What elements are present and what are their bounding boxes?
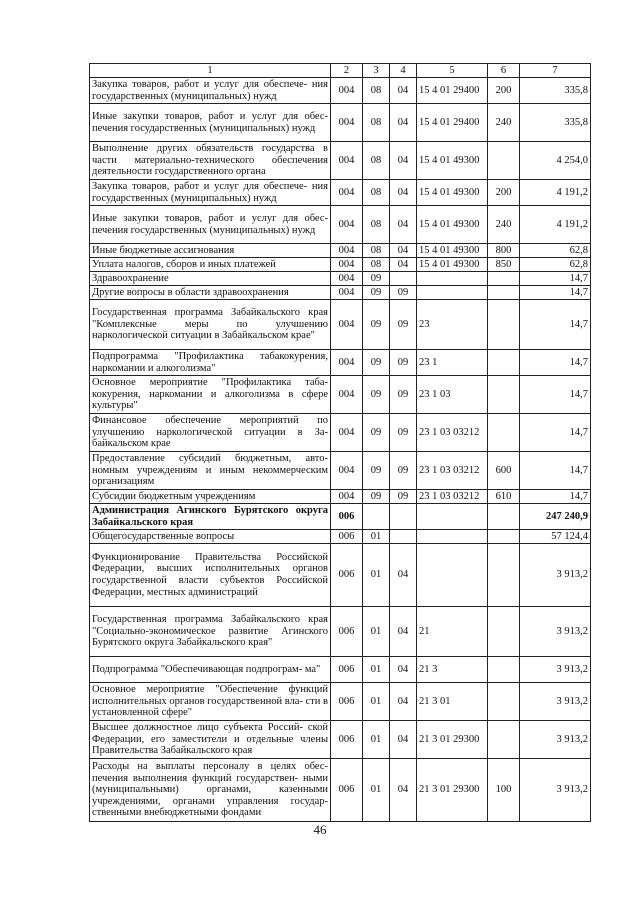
row-vr: 850 <box>488 258 520 272</box>
row-sum: 3 913,2 <box>520 683 591 721</box>
row-sum: 3 913,2 <box>520 721 591 759</box>
table-row <box>90 721 591 759</box>
table-row <box>90 504 591 530</box>
row-ved: 006 <box>331 530 363 544</box>
table-row <box>90 286 591 300</box>
row-ved: 006 <box>331 721 363 759</box>
row-name: Уплата налогов, сборов и иных платежей <box>90 258 331 272</box>
row-vr: 200 <box>488 78 520 104</box>
row-ved: 006 <box>331 504 363 530</box>
row-sum: 14,7 <box>520 350 591 376</box>
row-ved: 004 <box>331 206 363 244</box>
row-name: Функционирование Правительства Российской Федерации, высших исполнительных органов государственной власти субъектов Российской Федерации, местных администраций <box>90 544 331 607</box>
table-row <box>90 244 591 258</box>
row-ved: 004 <box>331 78 363 104</box>
table-row <box>90 180 591 206</box>
row-sum: 335,8 <box>520 104 591 142</box>
row-ved: 004 <box>331 244 363 258</box>
row-name: Закупка товаров, работ и услуг для обеспече- ния государственных (муниципальных) нужд <box>90 78 331 104</box>
row-sum: 247 240,9 <box>520 504 591 530</box>
row-vr: 240 <box>488 104 520 142</box>
row-csr: 21 <box>417 607 488 657</box>
row-csr: 21 3 01 29300 <box>417 721 488 759</box>
row-csr: 23 1 <box>417 350 488 376</box>
row-csr <box>417 286 488 300</box>
row-rz: 09 <box>363 286 390 300</box>
row-sum: 14,7 <box>520 272 591 286</box>
row-vr <box>488 683 520 721</box>
row-ved: 006 <box>331 683 363 721</box>
row-csr <box>417 530 488 544</box>
table-body <box>90 78 591 822</box>
table-row <box>90 490 591 504</box>
table-row <box>90 142 591 180</box>
table-row <box>90 104 591 142</box>
row-ved: 004 <box>331 142 363 180</box>
row-ved: 004 <box>331 272 363 286</box>
row-name: Высшее должностное лицо субъекта Россий- ской Федерации, его заместители и отдельные члены Правительства Забайкальского края <box>90 721 331 759</box>
header-col-3: 3 <box>363 64 390 78</box>
budget-table <box>89 63 591 822</box>
row-rz: 08 <box>363 244 390 258</box>
row-sum: 4 191,2 <box>520 180 591 206</box>
row-pr: 04 <box>390 607 417 657</box>
row-ved: 004 <box>331 452 363 490</box>
table-row <box>90 78 591 104</box>
row-ved: 004 <box>331 414 363 452</box>
row-csr: 23 1 03 <box>417 376 488 414</box>
row-sum: 14,7 <box>520 300 591 350</box>
row-vr: 610 <box>488 490 520 504</box>
row-pr: 04 <box>390 657 417 683</box>
row-rz: 08 <box>363 206 390 244</box>
row-pr: 04 <box>390 104 417 142</box>
row-sum: 3 913,2 <box>520 607 591 657</box>
table-row <box>90 206 591 244</box>
row-name: Финансовое обеспечение мероприятий по улучшению наркологической ситуации в За- байкальском крае <box>90 414 331 452</box>
row-rz: 09 <box>363 452 390 490</box>
row-csr: 21 3 01 29300 <box>417 759 488 822</box>
row-sum: 4 254,0 <box>520 142 591 180</box>
row-rz: 08 <box>363 142 390 180</box>
row-csr: 23 1 03 03212 <box>417 414 488 452</box>
row-pr <box>390 504 417 530</box>
row-pr: 09 <box>390 300 417 350</box>
table-row <box>90 530 591 544</box>
row-vr <box>488 607 520 657</box>
table-row <box>90 544 591 607</box>
row-pr: 09 <box>390 490 417 504</box>
header-row <box>90 64 591 78</box>
row-pr: 04 <box>390 683 417 721</box>
table-row <box>90 258 591 272</box>
table-row <box>90 350 591 376</box>
row-ved: 006 <box>331 657 363 683</box>
row-name: Выполнение других обязательств государства в части материально-технического обеспечения деятельности государственного органа <box>90 142 331 180</box>
row-ved: 006 <box>331 544 363 607</box>
row-name: Иные бюджетные ассигнования <box>90 244 331 258</box>
row-ved: 004 <box>331 490 363 504</box>
table-row <box>90 607 591 657</box>
row-rz: 09 <box>363 376 390 414</box>
row-rz: 08 <box>363 180 390 206</box>
row-ved: 004 <box>331 300 363 350</box>
row-sum: 62,8 <box>520 244 591 258</box>
row-sum: 14,7 <box>520 286 591 300</box>
row-rz: 01 <box>363 759 390 822</box>
row-vr <box>488 657 520 683</box>
row-pr: 09 <box>390 452 417 490</box>
header-col-5: 5 <box>417 64 488 78</box>
row-vr: 600 <box>488 452 520 490</box>
row-name: Подпрограмма "Профилактика табакокурения, наркомании и алкоголизма" <box>90 350 331 376</box>
row-name: Общегосударственные вопросы <box>90 530 331 544</box>
row-csr: 15 4 01 49300 <box>417 142 488 180</box>
row-ved: 004 <box>331 258 363 272</box>
table-row <box>90 657 591 683</box>
row-rz: 09 <box>363 414 390 452</box>
row-pr: 09 <box>390 376 417 414</box>
row-rz: 01 <box>363 530 390 544</box>
row-vr <box>488 272 520 286</box>
row-rz: 08 <box>363 104 390 142</box>
row-csr: 15 4 01 29400 <box>417 78 488 104</box>
row-pr: 04 <box>390 759 417 822</box>
row-ved: 004 <box>331 180 363 206</box>
row-rz <box>363 504 390 530</box>
row-sum: 62,8 <box>520 258 591 272</box>
row-pr <box>390 272 417 286</box>
table-row <box>90 414 591 452</box>
row-name: Другие вопросы в области здравоохранения <box>90 286 331 300</box>
row-vr <box>488 350 520 376</box>
row-csr: 15 4 01 49300 <box>417 206 488 244</box>
row-rz: 01 <box>363 721 390 759</box>
row-name: Иные закупки товаров, работ и услуг для обес- печения государственных (муниципальных) нужд <box>90 104 331 142</box>
table-header <box>90 64 591 78</box>
row-vr <box>488 286 520 300</box>
row-vr <box>488 504 520 530</box>
table-row <box>90 683 591 721</box>
row-ved: 006 <box>331 759 363 822</box>
row-name: Подпрограмма "Обеспечивающая подпрограм- ма" <box>90 657 331 683</box>
header-col-4: 4 <box>390 64 417 78</box>
row-rz: 01 <box>363 657 390 683</box>
row-rz: 08 <box>363 78 390 104</box>
row-ved: 004 <box>331 350 363 376</box>
row-pr: 04 <box>390 544 417 607</box>
row-ved: 004 <box>331 376 363 414</box>
row-rz: 09 <box>363 490 390 504</box>
header-col-2: 2 <box>331 64 363 78</box>
row-pr: 04 <box>390 142 417 180</box>
row-rz: 09 <box>363 350 390 376</box>
header-col-1: 1 <box>90 64 331 78</box>
row-sum: 14,7 <box>520 490 591 504</box>
row-name: Расходы на выплаты персоналу в целях обес- печения выполнения функций государствен- ными (муниципальными) органами, казенными учреждениями, органами управления государ- ственными внебюджетными фондами <box>90 759 331 822</box>
row-vr <box>488 300 520 350</box>
row-csr <box>417 504 488 530</box>
row-vr: 100 <box>488 759 520 822</box>
row-rz: 01 <box>363 607 390 657</box>
row-sum: 14,7 <box>520 414 591 452</box>
page-number: 46 <box>313 822 327 837</box>
row-pr <box>390 530 417 544</box>
row-csr: 23 <box>417 300 488 350</box>
row-vr <box>488 376 520 414</box>
row-sum: 3 913,2 <box>520 544 591 607</box>
row-vr <box>488 414 520 452</box>
table-row <box>90 452 591 490</box>
row-pr: 04 <box>390 258 417 272</box>
row-ved: 004 <box>331 286 363 300</box>
row-sum: 14,7 <box>520 452 591 490</box>
row-csr: 15 4 01 49300 <box>417 258 488 272</box>
row-pr: 04 <box>390 244 417 258</box>
row-sum: 57 124,4 <box>520 530 591 544</box>
row-name: Предоставление субсидий бюджетным, авто- номным учреждениям и иным некоммерческим организациям <box>90 452 331 490</box>
row-csr: 15 4 01 49300 <box>417 180 488 206</box>
row-name: Государственная программа Забайкальского края "Комплексные меры по улучшению наркологической ситуации в Забайкальском крае" <box>90 300 331 350</box>
row-pr: 09 <box>390 286 417 300</box>
row-rz: 01 <box>363 683 390 721</box>
row-csr <box>417 272 488 286</box>
table-row <box>90 300 591 350</box>
row-csr: 15 4 01 49300 <box>417 244 488 258</box>
row-vr: 800 <box>488 244 520 258</box>
row-name: Здравоохранение <box>90 272 331 286</box>
row-vr <box>488 142 520 180</box>
row-name: Основное мероприятие "Профилактика таба- кокурения, наркомании и алкоголизма в сфере культуры" <box>90 376 331 414</box>
row-pr: 04 <box>390 721 417 759</box>
row-csr: 23 1 03 03212 <box>417 452 488 490</box>
row-pr: 09 <box>390 350 417 376</box>
row-rz: 08 <box>363 258 390 272</box>
row-name: Закупка товаров, работ и услуг для обеспече- ния государственных (муниципальных) нужд <box>90 180 331 206</box>
row-csr: 21 3 <box>417 657 488 683</box>
row-vr <box>488 721 520 759</box>
table-row <box>90 376 591 414</box>
row-csr: 15 4 01 29400 <box>417 104 488 142</box>
row-rz: 01 <box>363 544 390 607</box>
header-col-7: 7 <box>520 64 591 78</box>
row-pr: 04 <box>390 78 417 104</box>
row-rz: 09 <box>363 300 390 350</box>
row-vr <box>488 544 520 607</box>
row-pr: 09 <box>390 414 417 452</box>
row-vr <box>488 530 520 544</box>
row-sum: 14,7 <box>520 376 591 414</box>
table-row <box>90 759 591 822</box>
row-vr: 200 <box>488 180 520 206</box>
row-sum: 335,8 <box>520 78 591 104</box>
row-csr: 23 1 03 03212 <box>417 490 488 504</box>
row-csr <box>417 544 488 607</box>
row-rz: 09 <box>363 272 390 286</box>
row-name: Государственная программа Забайкальского края "Социально-экономическое развитие Агинского Бурятского округа Забайкальского края" <box>90 607 331 657</box>
row-name: Субсидии бюджетным учреждениям <box>90 490 331 504</box>
table-row <box>90 272 591 286</box>
row-name: Администрация Агинского Бурятского округа Забайкальского края <box>90 504 331 530</box>
row-pr: 04 <box>390 180 417 206</box>
row-csr: 21 3 01 <box>417 683 488 721</box>
row-sum: 4 191,2 <box>520 206 591 244</box>
row-sum: 3 913,2 <box>520 759 591 822</box>
row-ved: 004 <box>331 104 363 142</box>
row-name: Основное мероприятие "Обеспечение функций исполнительных органов государственной вла- сти в установленной сфере" <box>90 683 331 721</box>
row-pr: 04 <box>390 206 417 244</box>
row-vr: 240 <box>488 206 520 244</box>
row-sum: 3 913,2 <box>520 657 591 683</box>
row-name: Иные закупки товаров, работ и услуг для обес- печения государственных (муниципальных) нужд <box>90 206 331 244</box>
header-col-6: 6 <box>488 64 520 78</box>
row-ved: 006 <box>331 607 363 657</box>
